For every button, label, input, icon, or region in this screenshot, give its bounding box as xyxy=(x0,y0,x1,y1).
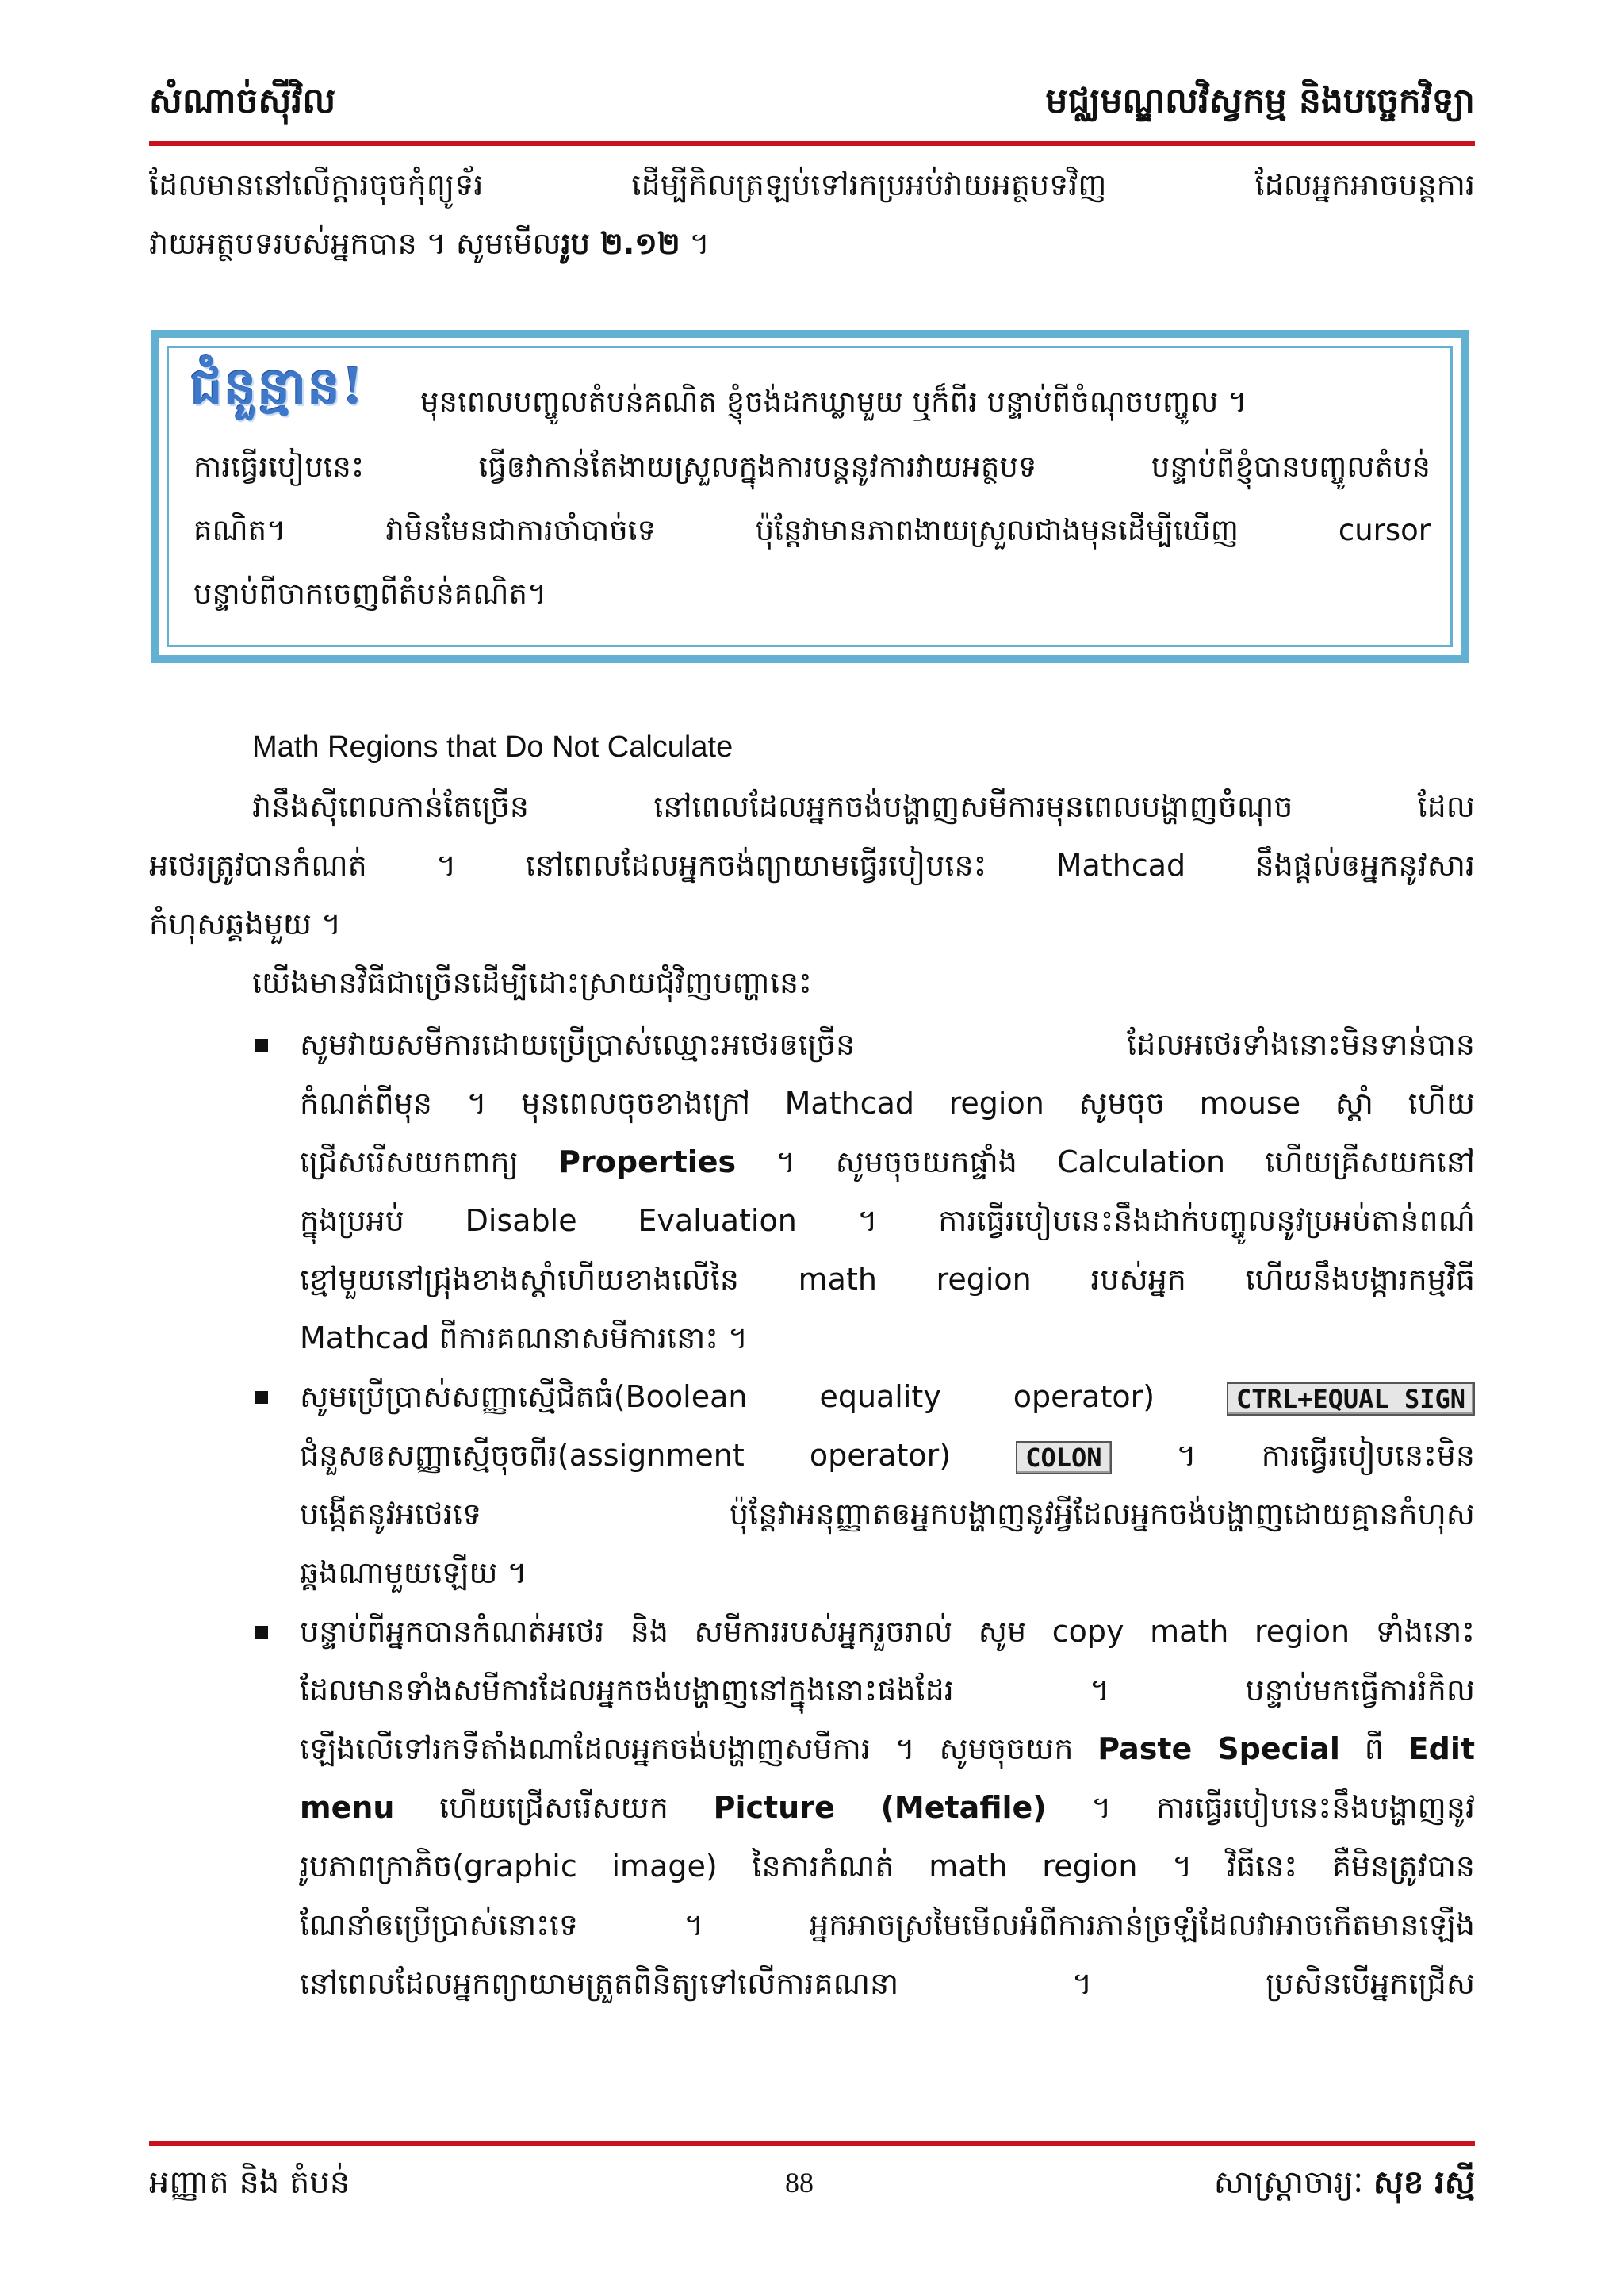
note-title: ជំនួន្មាន! xyxy=(190,357,366,416)
menu-term: menu xyxy=(300,1790,395,1825)
paste-special-term: Paste Special xyxy=(1097,1731,1340,1766)
note-line-4: បន្ទាប់ពីចាកចេញពីតំបន់គណិត។ xyxy=(193,577,547,611)
section-p1-line-3: កំហុសឆ្គងមួយ ។ xyxy=(149,907,342,941)
header-left-title: សំណាច់ស៊ីវិល xyxy=(149,81,336,121)
bullet-2-line-2-text: ជំនួសឲសញ្ញាស្មើចុចពីរ(assignment operator) xyxy=(300,1438,1017,1473)
section-p1-line-1: វានឹងស៊ីពេលកាន់តែច្រើន នៅពេលដែលអ្នកចង់បង្ហាញសមីការមុនពេលបង្ហាញចំណុច ដែល xyxy=(252,789,1475,824)
edit-term: Edit xyxy=(1408,1731,1476,1766)
bullet-1-line-2: កំណត់ពីមុន ។ មុនពេលចុចខាងក្រៅ Mathcad region សូមចុច mouse ស្តាំ ហើយ xyxy=(300,1086,1475,1121)
bullet-3-line-4-text: ហើយជ្រើសរើសយក xyxy=(394,1790,714,1825)
intro-line-1: ដែលមាននៅលើក្តារចុចកុំព្យូទ័រ ដើម្បីកិលត្រឡប់ទៅរកប្រអប់វាយអត្ថបទវិញ ដែលអ្នកអាចបន្តការ xyxy=(149,167,1475,202)
note-line-1: មុនពេលបញ្ចូលតំបន់គណិត ខ្ញុំចង់ដកឃ្លាមួយ ឬក៏ពីរ បន្ទាប់ពីចំណុចបញ្ចូល ។ xyxy=(420,385,1247,419)
properties-term: Properties xyxy=(558,1144,737,1179)
section-paragraph-2: យើងមានវិធីជាច្រើនដើម្បីដោះស្រាយជុំវិញបញ្ហានេះ xyxy=(252,965,812,1000)
footer-right-text xyxy=(1214,2159,1475,2206)
bullet-3-line-5: រូបភាពក្រាភិច(graphic image) នៃការកំណត់ math region ។ វិធីនេះ គឺមិនត្រូវបាន xyxy=(300,1849,1475,1884)
bullet-3-line-4-rest: ។ ការធ្វើរបៀបនេះនឹងបង្ហាញនូវ xyxy=(1046,1790,1475,1825)
bullet-item-3 xyxy=(300,1602,1475,2013)
bullet-square-icon xyxy=(255,1626,268,1639)
ctrl-equal-sign-key: CTRL+EQUAL SIGN xyxy=(1227,1382,1475,1416)
bullet-1-line-5: ខ្មៅមួយនៅជ្រុងខាងស្តាំហើយខាងលើនៃ math region របស់អ្នក ហើយនឹងបង្ការកម្មវិធី xyxy=(300,1262,1475,1297)
footer-right-label: សាស្ត្រាចារ្យៈ xyxy=(1213,2164,1373,2201)
bullet-square-icon xyxy=(255,1039,268,1052)
figure-reference: រូប ២.១២ xyxy=(561,226,680,261)
bullet-item-1 xyxy=(300,1015,1475,1367)
bullet-3-line-2: ដែលមានទាំងសមីការដែលអ្នកចង់បង្ហាញនៅក្នុងនោះផងដែរ ។ បន្ទាប់មកធ្វើការរំកិល xyxy=(300,1673,1475,1708)
bullet-3-line-7: នៅពេលដែលអ្នកព្យាយាមត្រួតពិនិត្យទៅលើការគណនា ។ ប្រសិនបើអ្នកជ្រើស xyxy=(300,1966,1475,2001)
bullet-3-line-1: បន្ទាប់ពីអ្នកបានកំណត់អថេរ និង សមីការរបស់អ្នករួចរាល់ សូម copy math region ទាំងនោះ xyxy=(300,1614,1475,1649)
bullet-1-line-4: ក្នុងប្រអប់ Disable Evaluation ។ ការធ្វើរបៀបនេះនឹងដាក់បញ្ចូលនូវប្រអប់តាន់ពណ៌ xyxy=(300,1203,1475,1238)
bullet-1-line-1: សូមវាយសមីការដោយប្រើប្រាស់ឈ្មោះអថេរឲច្រើន ដែលអថេរទាំងនោះមិនទាន់បាន xyxy=(300,1027,1475,1062)
bullet-1-line-3-rest: ។ សូមចុចយកផ្ទាំង Calculation ហើយគ្រីសយកនៅ xyxy=(736,1144,1475,1179)
note-line-2: ការធ្វើរបៀបនេះ ធ្វើឲវាកាន់តែងាយស្រួលក្នុងការបន្តនូវការវាយអត្ថបទ បន្ទាប់ពីខ្ញុំបានបញ្ចូលតំបន់ xyxy=(193,450,1431,484)
author-name: សុខ រស្មី xyxy=(1373,2164,1475,2201)
section-paragraph-1 xyxy=(149,777,1475,953)
intro-line-2 xyxy=(149,214,1475,273)
bullet-item-2 xyxy=(300,1367,1475,1602)
bullet-square-icon xyxy=(255,1391,268,1404)
bullet-3-line-3-from: ពី xyxy=(1339,1731,1408,1766)
section-p1-line-2: អថេរត្រូវបានកំណត់ ។ នៅពេលដែលអ្នកចង់ព្យាយាមធ្វើរបៀបនេះ Mathcad នឹងផ្តល់ឲអ្នកនូវសារ xyxy=(149,848,1475,883)
bullet-3-line-3-text: ឡើងលើទៅរកទីតាំងណាដែលអ្នកចង់បង្ហាញសមីការ ។ សូមចុចយក xyxy=(300,1731,1098,1766)
section-heading: Math Regions that Do Not Calculate xyxy=(252,730,733,764)
bullet-2-line-2-rest: ។ ការធ្វើរបៀបនេះមិន xyxy=(1111,1438,1476,1473)
footer-left-text: អញ្ញាត និង តំបន់ xyxy=(149,2164,350,2201)
header-rule xyxy=(149,141,1475,146)
bullet-2-line-2 xyxy=(300,1426,1475,1485)
page-number: 88 xyxy=(785,2167,814,2198)
picture-metafile-term: Picture (Metafile) xyxy=(713,1790,1047,1825)
bullet-3-line-4 xyxy=(300,1778,1475,1837)
header-right-title: មជ្ឈមណ្ឌលវិស្វកម្ម និងបច្ចេកវិទ្យា xyxy=(1045,81,1475,121)
bullet-3-line-6: ណែនាំឲប្រើប្រាស់នោះទេ ។ អ្នកអាចស្រមៃមើលអំពីការភាន់ច្រឡំដែលវាអាចកើតមានឡើង xyxy=(300,1907,1475,1942)
intro-paragraph xyxy=(149,155,1475,273)
bullet-2-line-1-text: សូមប្រើប្រាស់សញ្ញាស្មើជិតធំ(Boolean equality operator) xyxy=(300,1379,1228,1414)
intro-line-2-end: ។ xyxy=(680,226,710,261)
bullet-3-line-3 xyxy=(300,1719,1475,1778)
intro-line-2-text: វាយអត្ថបទរបស់អ្នកបាន ។ សូមមើល xyxy=(149,226,561,261)
bullet-1-line-3 xyxy=(300,1133,1475,1191)
note-line-3: គណិត។ វាមិនមែនជាការចាំបាច់ទេ ប៉ុន្តែវាមានភាពងាយស្រួលជាងមុនដើម្បីឃើញ cursor xyxy=(193,513,1431,547)
bullet-1-line-3-text: ជ្រើសរើសយកពាក្យ xyxy=(300,1144,559,1179)
bullet-2-line-3: បង្កើតនូវអថេរទេ ប៉ុន្តែវាអនុញ្ញាតឲអ្នកបង្ហាញនូវអ្វីដែលអ្នកចង់បង្ហាញដោយគ្មានកំហុស xyxy=(300,1497,1475,1531)
bullet-2-line-4: ឆ្គងណាមួយឡើយ ។ xyxy=(300,1555,527,1590)
footer-rule xyxy=(149,2141,1475,2146)
colon-key: COLON xyxy=(1016,1441,1111,1474)
bullet-1-line-6: Mathcad ពីការគណនាសមីការនោះ ។ xyxy=(300,1320,749,1355)
bullet-2-line-1 xyxy=(300,1367,1475,1426)
